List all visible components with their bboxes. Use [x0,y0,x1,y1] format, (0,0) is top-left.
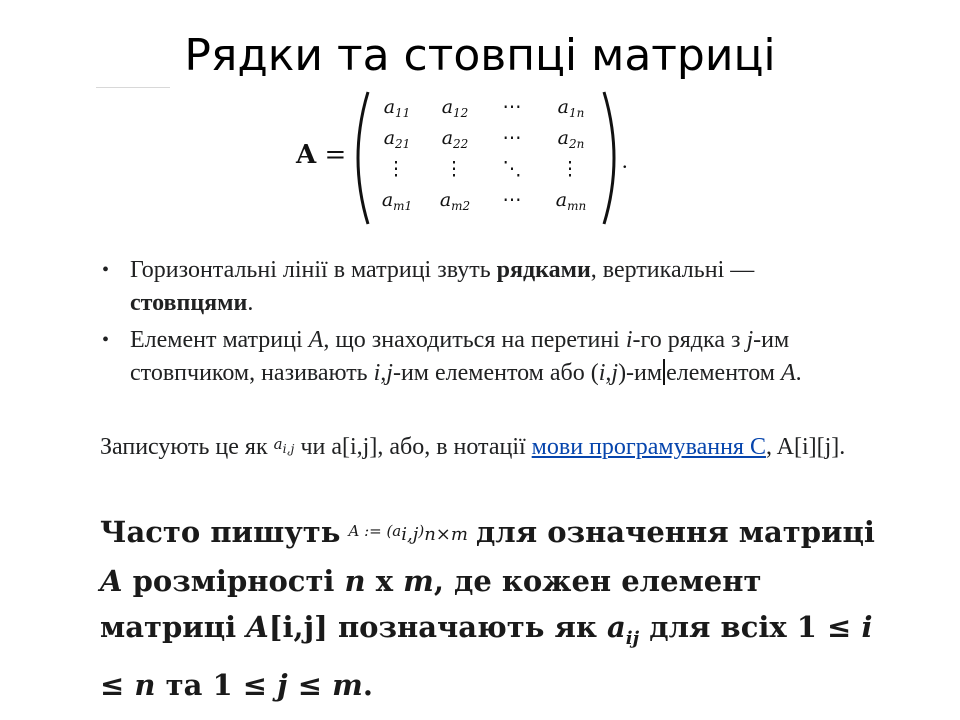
text: Елемент матриці [130,327,309,353]
math-var: i [625,327,633,353]
matrix-cell [484,96,542,118]
math-subscript: ij [625,627,640,649]
matrix-cell-index: 21 [395,137,411,151]
matrix-period: . [622,148,628,173]
matrix-cell [542,189,600,213]
text: -го рядка з [632,327,747,353]
bullet-item [100,254,860,320]
matrix-cell-index: 12 [453,106,469,120]
text: [i,j] позначають як [268,610,607,644]
left-paren [358,92,368,224]
matrix-cell-base: a [557,127,569,149]
matrix-cell-base: a [441,127,454,149]
text: , де кожен елемент матриці [100,564,762,644]
text: -им стовпчиком, називають [130,327,790,386]
notation-paragraph [100,428,860,465]
matrix-cell [542,158,600,180]
c-language-link[interactable]: мови програмування C [531,434,766,460]
text: x [365,564,404,598]
math-var: j [746,327,754,353]
matrix-cell-base: ⋯ [502,96,524,118]
matrix-cell [484,158,542,180]
matrix-cell-base: a [441,96,454,118]
math-expr: ) [418,522,425,540]
matrix-cell-index: 22 [453,137,469,151]
bullet-list [100,254,860,394]
math-var: m [332,667,363,702]
math-subscript: i,j [282,441,295,456]
math-var: A [246,610,269,644]
text: ≤ [287,667,333,702]
matrix-cell [484,127,542,149]
text: , що знаходиться на перетині [323,327,626,353]
math-var: m [403,564,434,598]
definition-statement [100,508,880,708]
math-var: n [344,564,366,598]
matrix-cell [426,96,484,120]
matrix-cell [542,96,600,120]
math-var: A [100,564,123,598]
text: Записують це як [100,434,274,460]
matrix-cell [368,127,426,151]
matrix-cell-index: 11 [395,106,411,120]
matrix-cell-index: mn [567,199,587,213]
term-rows: рядками [496,257,591,283]
text: -им елементом або ( [392,360,599,386]
matrix-cell-index: 2n [568,137,585,151]
math-var: A [780,360,796,386]
matrix-cell-index: m2 [451,199,471,213]
matrix-cell-index: 1n [568,106,585,120]
matrix-grid [368,92,600,224]
text: елементом [666,360,781,386]
matrix-cell-base: ⋮ [386,158,408,180]
matrix-cell-base: ⋱ [502,158,524,180]
right-paren [604,92,614,224]
matrix-cell-base: ⋯ [502,189,524,211]
matrix-cell [426,158,484,180]
matrix-cell-base: a [555,189,568,211]
term-columns: стовпцями [130,290,248,316]
equals-sign: = [324,140,347,170]
matrix-cell-base: ⋮ [444,158,466,180]
text: )-им [618,360,663,386]
text-cursor [663,359,665,385]
matrix-cell [368,96,426,120]
matrix-cell-base: a [439,189,452,211]
text: чи a[i,j], або, в нотації [294,434,532,460]
math-var: A [308,327,324,353]
math-var: i [861,610,873,644]
text: для всіх 1 ≤ [639,610,862,644]
matrix-cell [426,127,484,151]
matrix-cell-base: a [381,189,394,211]
text: , A[i][j]. [765,434,846,460]
text: , вертикальні — [590,257,755,283]
math-subscript: i,j [401,524,419,545]
matrix-symbol: A [296,140,317,170]
math-subscript: n×m [424,524,468,545]
text: розмірності [122,564,345,598]
text: та 1 ≤ [155,667,278,702]
matrix-cell-base: a [557,96,569,118]
matrix-cell [426,189,484,213]
text: для означення матриці [475,515,875,549]
bullet-marker: • [102,259,110,281]
matrix-cell-base: ⋮ [560,158,582,180]
matrix-cell-base: a [383,96,396,118]
text: . [795,360,802,386]
text: Часто пишуть [100,515,341,549]
matrix-cell [542,127,600,151]
text: . [247,290,254,316]
math-var: i,j [598,360,619,386]
text: . [362,667,373,702]
slide-title: Рядки та стовпці матриці [184,30,776,81]
text: ≤ [100,667,135,702]
inline-math [348,522,468,545]
inline-math [273,435,295,456]
bullet-item [100,324,860,390]
math-var: a [607,610,626,644]
math-var: j [277,667,288,702]
math-var: i,j [373,360,393,386]
text: Горизонтальні лінії в матриці звуть [130,257,497,283]
matrix-cell-base: ⋯ [502,127,524,149]
math-var: a [273,435,283,453]
bullet-marker: • [102,329,110,351]
matrix-cell-base: a [383,127,396,149]
matrix-cell-index: m1 [393,199,413,213]
math-expr: A := (a [348,522,402,540]
matrix-cell [368,158,426,180]
matrix-cell [484,189,542,211]
math-var: n [134,667,156,702]
matrix-cell [368,189,426,213]
